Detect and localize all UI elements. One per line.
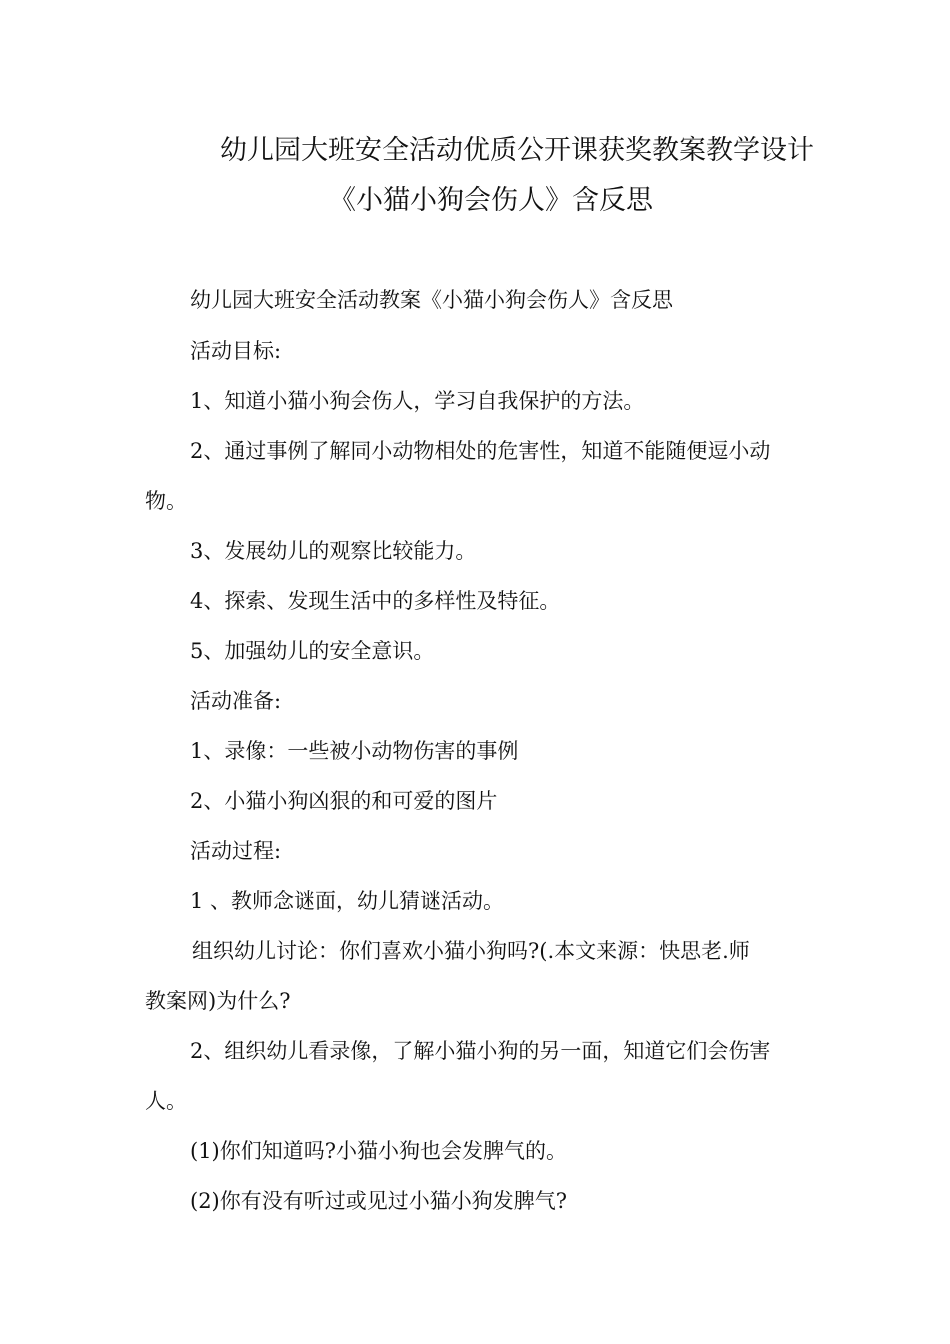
goal-item-5: 5、加强幼儿的安全意识。 <box>190 639 435 663</box>
preparation-item-1: 1、录像：一些被小动物伤害的事例 <box>190 739 519 763</box>
goal-item-1: 1、知道小猫小狗会伤人，学习自我保护的方法。 <box>190 389 645 413</box>
goal-item-4: 4、探索、发现生活中的多样性及特征。 <box>190 589 561 613</box>
goal-item-3: 3、发展幼儿的观察比较能力。 <box>190 539 477 563</box>
document-title-line-2: 《小猫小狗会伤人》含反思 <box>329 185 653 216</box>
process-discussion: 组织幼儿讨论：你们喜欢小猫小狗吗?(.本文来源：快思老.师 <box>192 939 750 963</box>
document-title-line-1: 幼儿园大班安全活动优质公开课获奖教案教学设计 <box>220 135 814 166</box>
document-body <box>145 0 807 1344</box>
goal-item-2: 2、通过事例了解同小动物相处的危害性，知道不能随便逗小动 <box>190 439 771 463</box>
preparation-item-2: 2、小猫小狗凶狠的和可爱的图片 <box>190 789 498 813</box>
heading-activity-preparation: 活动准备: <box>190 689 282 713</box>
heading-activity-goals: 活动目标: <box>190 339 282 363</box>
process-item-1: 1 、教师念谜面，幼儿猜谜活动。 <box>190 889 505 913</box>
process-question-2: (2)你有没有听过或见过小猫小狗发脾气? <box>190 1189 568 1213</box>
heading-activity-process: 活动过程: <box>190 839 282 863</box>
process-question-1: (1)你们知道吗?小猫小狗也会发脾气的。 <box>190 1139 568 1163</box>
process-item-2-continued: 人。 <box>145 1089 187 1113</box>
goal-item-2-continued: 物。 <box>145 489 187 513</box>
paragraph-intro: 幼儿园大班安全活动教案《小猫小狗会伤人》含反思 <box>190 288 673 312</box>
process-discussion-continued: 教案网)为什么? <box>145 989 291 1013</box>
process-item-2: 2、组织幼儿看录像，了解小猫小狗的另一面，知道它们会伤害 <box>190 1039 771 1063</box>
